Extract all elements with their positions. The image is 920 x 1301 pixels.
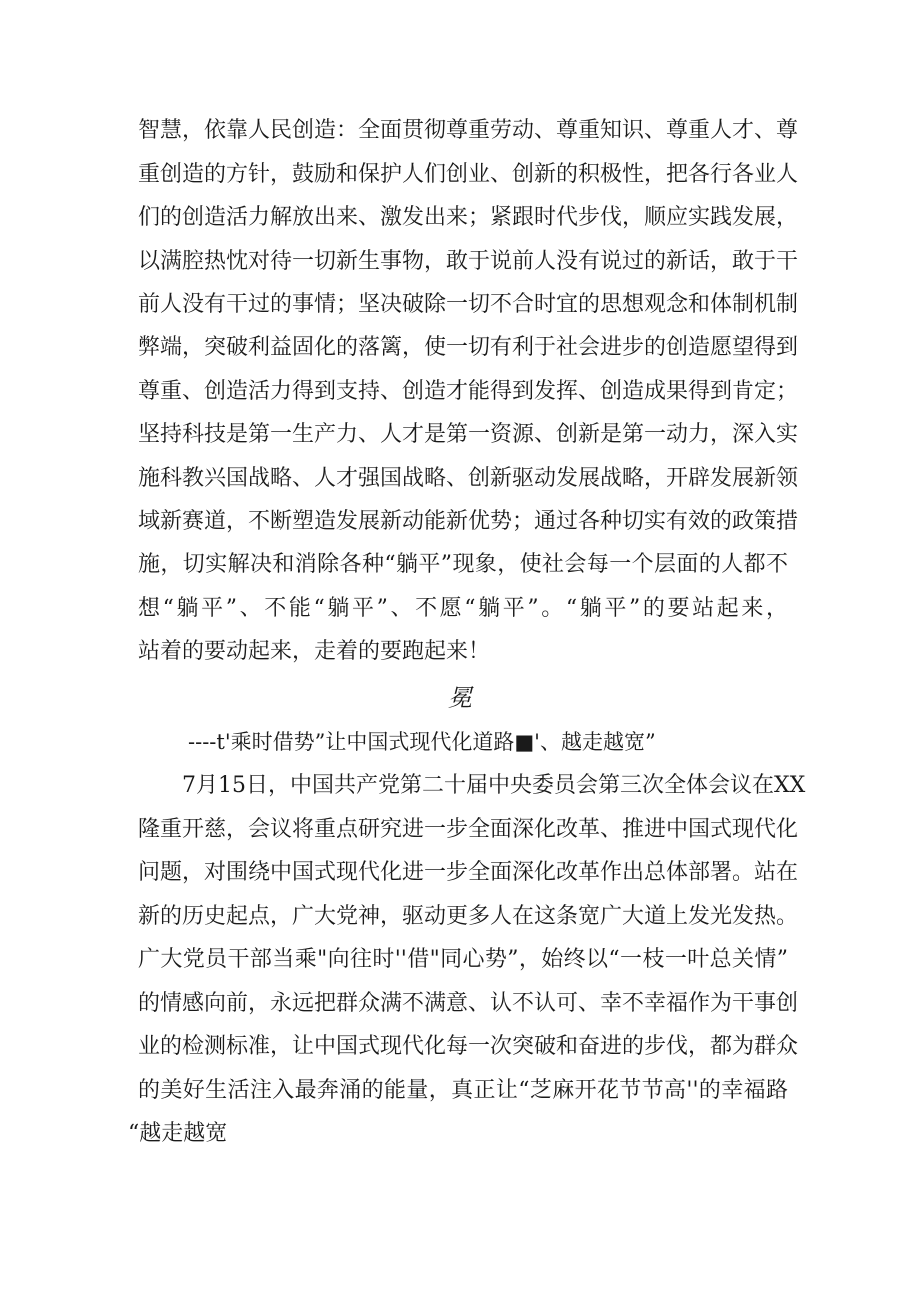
paragraph-line: 施，切实解决和消除各种“躺平”现象，使社会每一个层面的人都不 bbox=[138, 552, 788, 577]
paragraph-line: 想“躺平”、不能“躺平”、不愿“躺平”。“躺平”的要站起来， bbox=[138, 596, 788, 621]
paragraph-line: 尊重、创造活力得到支持、创造才能得到发挥、创造成果得到肯定； bbox=[138, 379, 799, 404]
paragraph-line: 前人没有干过的事情；坚决破除一切不合时宜的思想观念和体制机制 bbox=[138, 292, 799, 317]
paragraph-line: “越走越宽 bbox=[128, 1121, 228, 1146]
paragraph-line: 新的历史起点，广大党神，驱动更多人在这条宽广大道上发光发热。 bbox=[138, 904, 799, 929]
paragraph-line: 坚持科技是第一生产力、人才是第一资源、创新是第一动力，深入实 bbox=[138, 422, 799, 447]
paragraph-line: 7月15日，中国共产党第二十届中央委员会第三次全体会议在XX bbox=[182, 773, 806, 798]
paragraph-line: 重创造的方针，鼓励和保护人们创业、创新的积极性，把各行各业人 bbox=[138, 162, 799, 187]
section-heading: 冕 bbox=[448, 684, 472, 712]
paragraph-line: 的美好生活注入最奔涌的能量，真正让“芝麻开花节节高''的幸福路 bbox=[138, 1078, 788, 1103]
paragraph-line: 域新赛道，不断塑造发展新动能新优势；通过各种切实有效的政策措 bbox=[138, 509, 799, 534]
paragraph-line: 站着的要动起来，走着的要跑起来！ bbox=[138, 639, 491, 664]
paragraph-line: 智慧，依靠人民创造：全面贯彻尊重劳动、尊重知识、尊重人才、尊 bbox=[138, 118, 799, 143]
paragraph-line: 广大党员干部当乘"向往时''借"同心势”，始终以“一枝一叶总关情” bbox=[138, 947, 788, 972]
paragraph-line: 们的创造活力解放出来、激发出来；紧跟时代步伐，顺应实践发展， bbox=[138, 205, 799, 230]
paragraph-line: 弊端，突破利益固化的落篱，使一切有利于社会进步的创造愿望得到 bbox=[138, 335, 799, 360]
paragraph-line: 施科教兴国战略、人才强国战略、创新驱动发展战略，开辟发展新领 bbox=[138, 466, 799, 491]
paragraph-line: 的情感向前，永远把群众满不满意、认不认可、幸不幸福作为干事创 bbox=[138, 991, 799, 1016]
section-subheading: ----t'乘时借势”让中国式现代化道路■'、越走越宽” bbox=[188, 730, 656, 754]
paragraph-line: 隆重开慈，会议将重点研究进一步全面深化改革、推进中国式现代化 bbox=[138, 817, 799, 842]
paragraph-line: 问题，对围绕中国式现代化进一步全面深化改革作出总体部署。站在 bbox=[138, 860, 799, 885]
paragraph-line: 业的检测标准，让中国式现代化每一次突破和奋进的步伐，都为群众 bbox=[138, 1034, 799, 1059]
paragraph-line: 以满腔热忱对待一切新生事物，敢于说前人没有说过的新话，敢于干 bbox=[138, 249, 799, 274]
